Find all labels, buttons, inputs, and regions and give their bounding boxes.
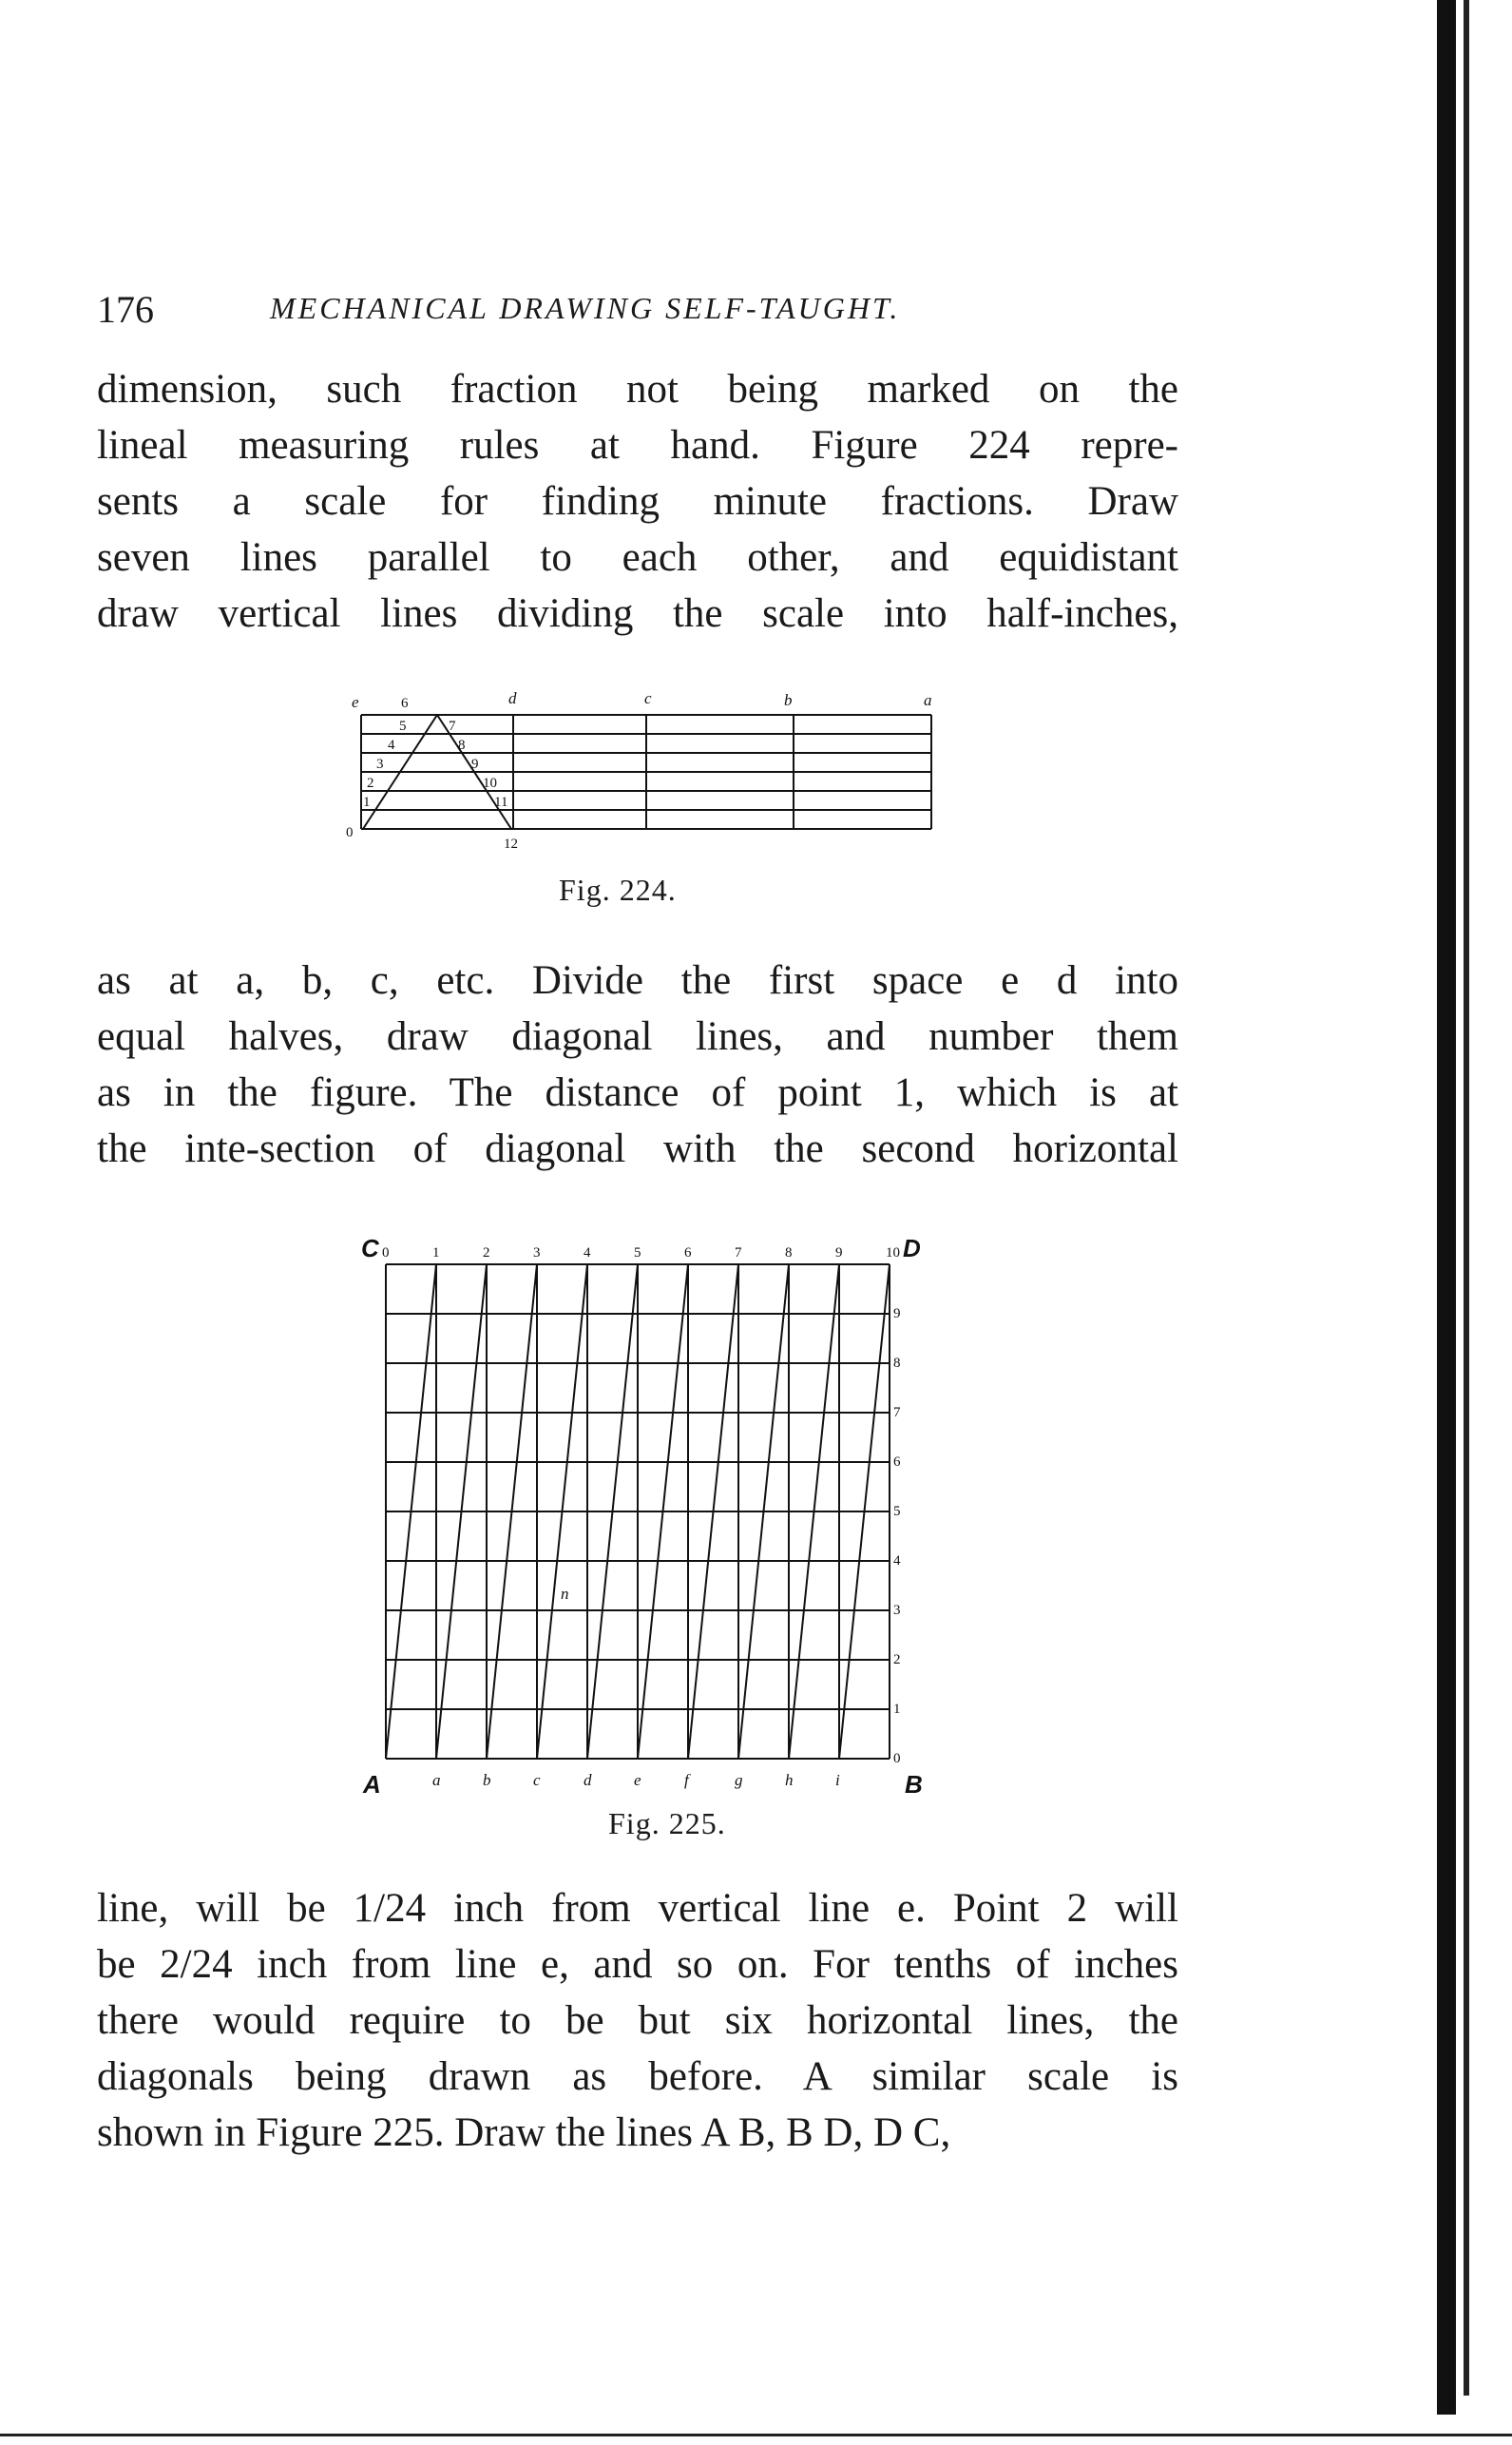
fig224-label-c: c — [644, 689, 652, 707]
fig224-num-5: 5 — [399, 719, 407, 734]
fig224-label-e: e — [352, 693, 359, 711]
fig225-right-number: 0 — [893, 1751, 901, 1766]
fig224-label-a: a — [924, 691, 932, 709]
text-line: be 2/24 inch from line e, and so on. For tenths of inches — [97, 1942, 1178, 1987]
fig225-top-number: 9 — [835, 1245, 843, 1261]
text-line: sents a scale for finding minute fractions. Draw — [97, 479, 1178, 524]
text-line: as in the figure. The distance of point 1, which is at — [97, 1070, 1178, 1115]
fig225-top-number: 3 — [533, 1245, 541, 1261]
text-line: draw vertical lines dividing the scale into half-inches, — [97, 591, 1178, 636]
running-title: MECHANICAL DRAWING SELF-TAUGHT. — [270, 291, 901, 325]
fig225-corner-B: B — [905, 1770, 923, 1799]
fig225-bottom-letter: d — [584, 1771, 592, 1789]
fig225-caption: Fig. 225. — [608, 1806, 726, 1840]
text-line: shown in Figure 225. Draw the lines A B, B D, D C, — [97, 2110, 951, 2155]
fig225-bottom-letter: f — [684, 1771, 689, 1789]
fig225-right-number: 6 — [893, 1454, 901, 1470]
fig225-corner-D: D — [903, 1234, 921, 1262]
fig225-right-number: 2 — [893, 1652, 901, 1667]
fig225-top-number: 0 — [382, 1245, 390, 1261]
text-line: diagonals being drawn as before. A similar scale is — [97, 2054, 1178, 2099]
fig224-label-b: b — [784, 691, 793, 709]
fig225-bottom-letter: h — [785, 1771, 794, 1789]
paragraph-2 — [97, 953, 1178, 1177]
fig225-top-number: 7 — [735, 1245, 742, 1261]
fig224-label-6: 6 — [401, 696, 409, 711]
fig224-num-9: 9 — [471, 757, 479, 772]
fig224-num-3: 3 — [376, 757, 384, 772]
fig224-caption: Fig. 224. — [559, 873, 677, 907]
fig225-top-number: 8 — [785, 1245, 793, 1261]
figure-225 — [361, 1226, 950, 1806]
fig224-label-d: d — [508, 689, 517, 707]
paragraph-1 — [97, 361, 1178, 642]
text-line: there would require to be but six horizontal lines, the — [97, 1998, 1178, 2043]
fig225-bottom-letter: c — [533, 1771, 541, 1789]
book-spine-edge — [1464, 0, 1469, 2396]
fig225-right-number: 9 — [893, 1306, 901, 1321]
fig225-bottom-letter: b — [483, 1771, 491, 1789]
fig224-origin: 0 — [346, 825, 354, 840]
fig225-right-number: 3 — [893, 1603, 901, 1618]
fig225-right-number: 4 — [893, 1553, 901, 1569]
fig225-bottom-letter: e — [634, 1771, 641, 1789]
page-number: 176 — [97, 288, 154, 331]
fig225-right-number: 7 — [893, 1405, 901, 1420]
fig225-top-number: 10 — [886, 1245, 900, 1261]
figure-224 — [342, 684, 950, 894]
fig225-corner-A: A — [363, 1770, 381, 1799]
fig225-right-number: 1 — [893, 1702, 901, 1717]
fig224-num-10: 10 — [483, 776, 497, 791]
fig225-grid — [386, 1264, 890, 1759]
text-line: lineal measuring rules at hand. Figure 224 repre- — [97, 423, 1178, 468]
book-spine-shadow — [1437, 0, 1456, 2415]
paragraph-3 — [97, 1880, 1178, 2161]
fig224-num-12: 12 — [504, 837, 518, 852]
fig224-num-7: 7 — [449, 719, 456, 734]
fig225-point-n: n — [561, 1585, 569, 1603]
fig224-num-2: 2 — [367, 776, 374, 791]
fig224-num-1: 1 — [363, 795, 371, 810]
fig225-top-number: 6 — [684, 1245, 692, 1261]
fig225-right-number: 5 — [893, 1504, 901, 1519]
text-line: line, will be 1/24 inch from vertical line e. Point 2 will — [97, 1886, 1178, 1931]
text-line: equal halves, draw diagonal lines, and number them — [97, 1014, 1178, 1059]
fig225-top-number: 2 — [483, 1245, 490, 1261]
fig224-grid — [361, 715, 931, 829]
fig224-num-11: 11 — [494, 795, 508, 810]
fig224-num-4: 4 — [388, 738, 395, 753]
text-line: the inte-section of diagonal with the second horizontal — [97, 1126, 1178, 1171]
fig225-bottom-letter: g — [735, 1771, 743, 1789]
fig225-top-number: 1 — [432, 1245, 440, 1261]
fig225-top-number: 4 — [584, 1245, 591, 1261]
fig225-corner-C: C — [361, 1234, 379, 1262]
text-line: as at a, b, c, etc. Divide the first space e d into — [97, 958, 1178, 1003]
fig225-bottom-letter: i — [835, 1771, 840, 1789]
fig225-bottom-letter: a — [432, 1771, 441, 1789]
fig225-right-number: 8 — [893, 1356, 901, 1371]
text-line: seven lines parallel to each other, and equidistant — [97, 535, 1178, 580]
text-line: dimension, such fraction not being marked on the — [97, 367, 1178, 412]
fig225-top-number: 5 — [634, 1245, 641, 1261]
page-bottom-edge — [0, 2434, 1512, 2436]
fig224-num-8: 8 — [458, 738, 466, 753]
